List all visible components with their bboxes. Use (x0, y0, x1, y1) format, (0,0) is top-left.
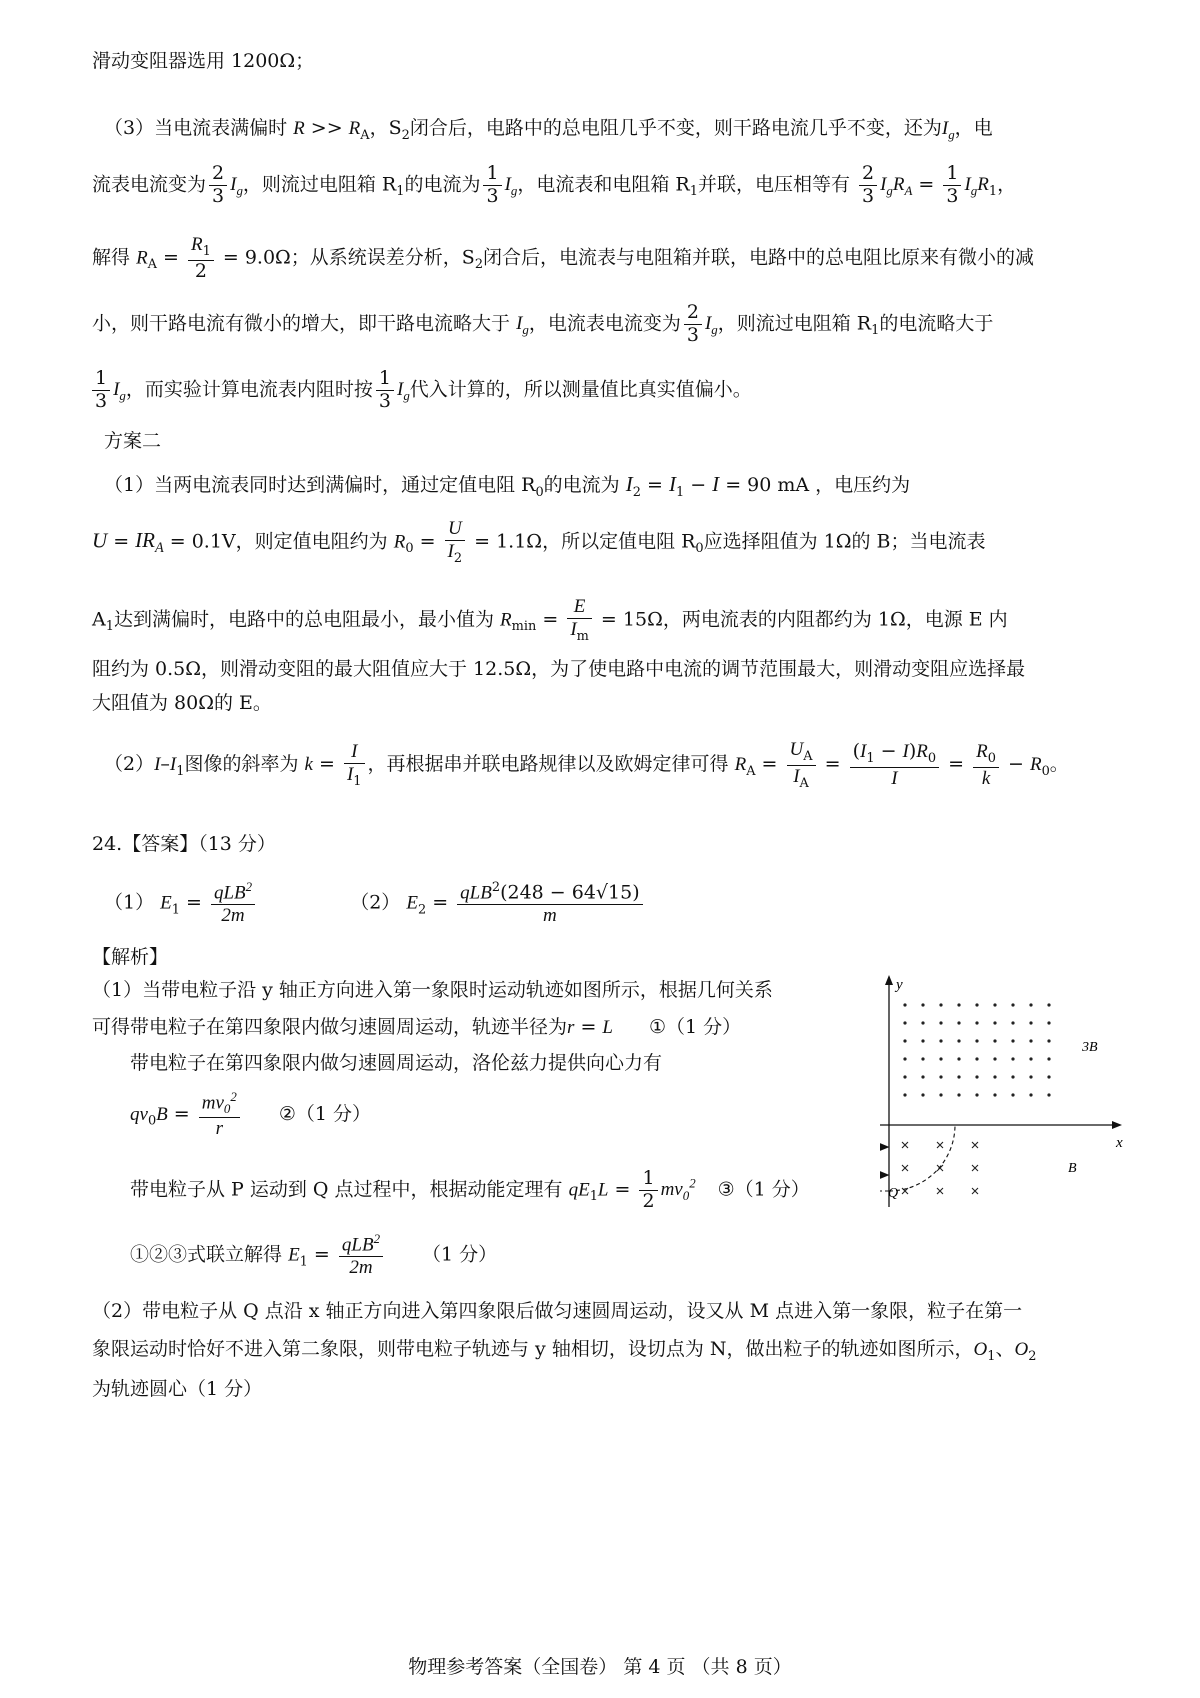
text-line: 24.【答案】（13 分） (92, 833, 276, 855)
field-dot (921, 1075, 924, 1078)
field-dot (1047, 1003, 1050, 1006)
field-dot (1047, 1057, 1050, 1060)
text-line: 象限运动时恰好不进入第二象限，则带电粒子轨迹与 y 轴相切，设切点为 N，做出粒子的轨迹如图所示，$O_1$、$O_2$ (92, 1338, 1037, 1364)
field-dot (939, 1075, 942, 1078)
field-dot (1029, 1057, 1032, 1060)
field-cross (902, 1142, 908, 1148)
field-dot (957, 1093, 960, 1096)
field-dot (1011, 1075, 1014, 1078)
electric-field-arrows (880, 1143, 888, 1179)
field-dot (1011, 1093, 1014, 1096)
field-dot (1029, 1093, 1032, 1096)
text-line: 可得带电粒子在第四象限内做匀速圆周运动，轨迹半径为r = L ①（1 分） (92, 1016, 742, 1038)
text-line: 解得 $R_A$ = $\frac{R_1}{2}$ = 9.0Ω；从系统误差分析，$S_2$闭合后，电流表与电阻箱并联，电路中的总电阻比原来有微小的减 (92, 234, 1035, 282)
field-dot (993, 1003, 996, 1006)
field-dot (1011, 1039, 1014, 1042)
text-line: 带电粒子从 P 运动到 Q 点过程中，根据动能定理有 $qE_1L$ = $\frac{1}{2}$ $mv_0^2$ ③（1 分） (130, 1167, 810, 1212)
field-dot (903, 1057, 906, 1060)
text-line: 大阻值为 80Ω的 E。 (92, 692, 272, 714)
field-crosses (902, 1142, 978, 1194)
field-cross (937, 1165, 943, 1171)
field-dot (903, 1075, 906, 1078)
text-line: $A_1$达到满偏时，电路中的总电阻最小，最小值为 $R_{min}$ = $\frac{E}{I_m}$ = 15Ω，两电流表的内阻都约为 1Ω，电源 E 内 (92, 596, 1008, 644)
text-line: （1）当两电流表同时达到满偏时，通过定值电阻 $R_0$的电流为 $I_2 = I_1 - I = 90$ mA ，电压约为 (104, 472, 911, 500)
field-dot (1029, 1021, 1032, 1024)
field-dot (957, 1039, 960, 1042)
text-line: $U = IR_A = 0.1V$，则定值电阻约为 $R_0$ = $\frac{U}{I_2}$ = 1.1Ω，所以定值电阻 $R_0$应选择阻值为 1Ω的 B；当电流表 (92, 518, 986, 566)
field-dot (993, 1057, 996, 1060)
field-dot (1047, 1075, 1050, 1078)
field-dot (975, 1021, 978, 1024)
field-cross (937, 1142, 943, 1148)
text-line: 为轨迹圆心（1 分） (92, 1378, 263, 1400)
field-dot (1011, 1021, 1014, 1024)
field-cross (902, 1165, 908, 1171)
text-line: （2）带电粒子从 Q 点沿 x 轴正方向进入第四象限后做匀速圆周运动，设又从 M 点进入第一象限，粒子在第一 (92, 1300, 1023, 1322)
text-line: $(2)I-I_1$图像的斜率为 k = $\frac{I}{I_1}$ ，再根据串并联电路规律以及欧姆定律可得 $R_A$ = $\frac{U_A}{I_A}$ = $\frac{(I_1 - I)R_0}{I}$ = $\frac{R_0}{k}$ − $R_0$。 (104, 739, 1069, 791)
text-line: 流表电流变为 $\frac{2}{3}$ $I_g$，则流过电阻箱 $R_1$的电流为 $\frac{1}{3}$ $I_g$，电流表和电阻箱 $R_1$并联，电压相等有 $\frac{2}{3}$ $I_gR_A$ = $\frac{1}{3}$ $I_gR_1$， (92, 162, 1017, 207)
y-axis-arrow (885, 975, 893, 985)
particle-trajectory (880, 1125, 955, 1191)
point-q-label: Q (888, 1186, 899, 1201)
text-line: 带电粒子在第四象限内做匀速圆周运动，洛伦兹力提供向心力有 (130, 1052, 663, 1074)
field-dot (957, 1075, 960, 1078)
field-dot (939, 1039, 942, 1042)
x-axis-arrow (1112, 1121, 1122, 1129)
field-dot (1047, 1093, 1050, 1096)
field-dots (903, 1003, 1050, 1096)
section-heading: 方案二 (104, 430, 162, 452)
text-line: 小，则干路电流有微小的增大，即干路电流略大于 $I_g$，电流表电流变为 $\frac{2}{3}$ $I_g$，则流过电阻箱 $R_1$的电流略大于 (92, 301, 994, 346)
field-dot (1047, 1039, 1050, 1042)
field-dot (957, 1021, 960, 1024)
field-dot (993, 1093, 996, 1096)
field-dot (975, 1075, 978, 1078)
field-dot (975, 1003, 978, 1006)
field-dot (993, 1075, 996, 1078)
field-dot (1029, 1075, 1032, 1078)
field-dot (975, 1039, 978, 1042)
field-up-label: 3B (1082, 1040, 1098, 1055)
field-cross (972, 1188, 978, 1194)
y-axis-label: y (896, 977, 903, 993)
field-dot (1047, 1021, 1050, 1024)
text-line: 滑动变阻器选用 1200Ω； (92, 50, 315, 72)
field-dot (957, 1003, 960, 1006)
text-line: 【解析】 (92, 946, 169, 968)
field-dot (1029, 1039, 1032, 1042)
field-dot (939, 1093, 942, 1096)
field-dot (975, 1093, 978, 1096)
field-dot (1011, 1003, 1014, 1006)
field-dot (921, 1039, 924, 1042)
field-dot (939, 1057, 942, 1060)
field-dot (921, 1093, 924, 1096)
field-dot (939, 1021, 942, 1024)
field-dot (975, 1057, 978, 1060)
field-dot (903, 1093, 906, 1096)
text-line: （1） $E_1$ = $\frac{qLB^2}{2m}$ （2） $E_2$ = $\frac{qLB^2(248 - 64√15)}{m}$ (104, 880, 646, 927)
text-line: $\frac{1}{3}$ $I_g$，而实验计算电流表内阻时按 $\frac{1}{3}$ $I_g$代入计算的，所以测量值比真实值偏小。 (92, 368, 752, 413)
text-line: （1）当带电粒子沿 y 轴正方向进入第一象限时运动轨迹如图所示，根据几何关系 (92, 979, 773, 1001)
field-dot (939, 1003, 942, 1006)
field-dot (903, 1021, 906, 1024)
field-dot (903, 1003, 906, 1006)
field-cross (972, 1165, 978, 1171)
field-dot (993, 1039, 996, 1042)
field-dot (957, 1057, 960, 1060)
field-dot (921, 1021, 924, 1024)
field-dot (993, 1021, 996, 1024)
magnetic-field-diagram (880, 975, 1125, 1215)
field-dot (1011, 1057, 1014, 1060)
text-line: 阻约为 0.5Ω，则滑动变阻的最大阻值应大于 12.5Ω，为了使电路中电流的调节范围最大，则滑动变阻应选择最 (92, 658, 1026, 680)
x-axis-label: x (1116, 1135, 1123, 1151)
field-dot (921, 1003, 924, 1006)
text-line: $qv_0B$ = $\frac{mv_0^2}{r}$ ②（1 分） (130, 1089, 371, 1139)
text-line: ①②③式联立解得 $E_1$ = $\frac{qLB^2}{2m}$ （1 分） (130, 1231, 498, 1279)
page-footer: 物理参考答案（全国卷） 第 4 页 （共 8 页） (408, 1656, 792, 1678)
field-down-label: B (1068, 1161, 1077, 1176)
text-line: （3）当电流表满偏时 $R >> R_A$，$S_2$闭合后，电路中的总电阻几乎不变，则干路电流几乎不变，还为$I_g$，电 (104, 117, 993, 143)
field-dot (921, 1057, 924, 1060)
field-cross (972, 1142, 978, 1148)
field-dot (1029, 1003, 1032, 1006)
field-cross (937, 1188, 943, 1194)
field-dot (903, 1039, 906, 1042)
